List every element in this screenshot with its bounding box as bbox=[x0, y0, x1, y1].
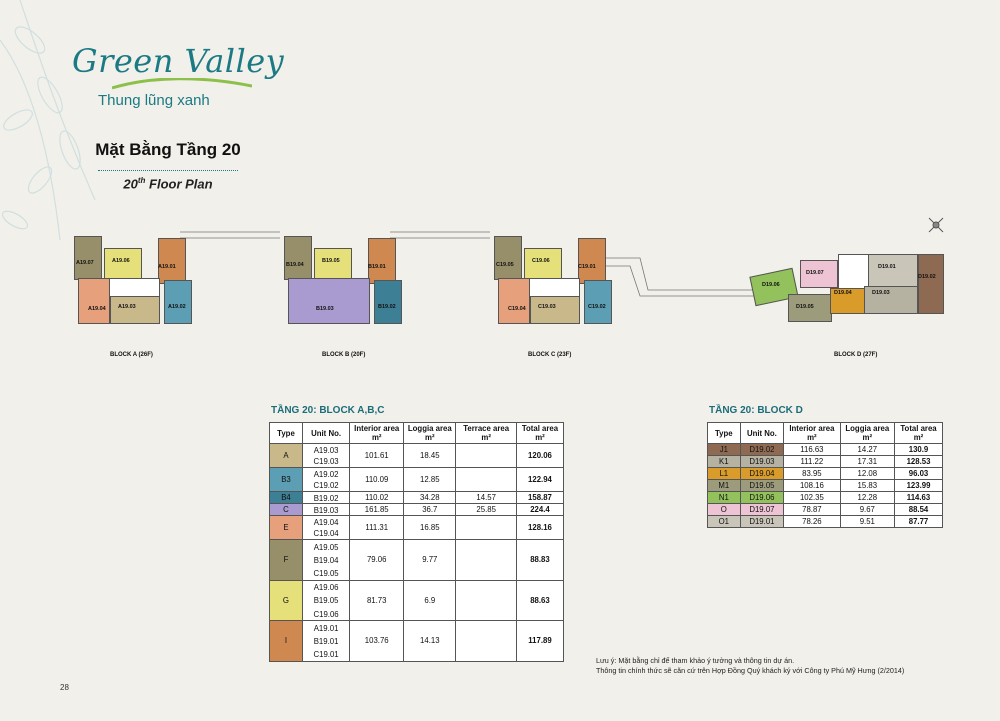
unit-no-cell: D19.01 bbox=[740, 516, 784, 528]
table-row bbox=[708, 468, 943, 480]
unit-label: A19.07 bbox=[76, 260, 94, 266]
loggia-cell: 18.45 bbox=[404, 444, 456, 468]
unit-label: B19.04 bbox=[286, 262, 304, 268]
unit-c19-05 bbox=[494, 236, 522, 280]
unit-no-cell: A19.06 bbox=[302, 580, 349, 594]
loggia-cell: 14.27 bbox=[840, 444, 894, 456]
unit-no-cell: A19.05 bbox=[302, 540, 349, 554]
unit-c19-04 bbox=[498, 278, 530, 324]
floor-plan-block-c bbox=[490, 234, 620, 334]
col-header: Loggia area m² bbox=[404, 423, 456, 444]
unit-no-cell: D19.05 bbox=[740, 480, 784, 492]
unit-no-cell: D19.06 bbox=[740, 492, 784, 504]
terrace-cell: 25.85 bbox=[456, 504, 517, 516]
table-row bbox=[270, 504, 564, 516]
interior-cell: 161.85 bbox=[350, 504, 404, 516]
unit-label: D19.01 bbox=[878, 264, 896, 270]
interior-cell: 116.63 bbox=[784, 444, 840, 456]
total-cell: 87.77 bbox=[895, 516, 943, 528]
unit-a19-03 bbox=[110, 296, 160, 324]
total-cell: 120.06 bbox=[516, 444, 563, 468]
type-cell: F bbox=[270, 540, 303, 581]
interior-cell: 110.09 bbox=[350, 468, 404, 492]
col-header: Interior area m² bbox=[350, 423, 404, 444]
loggia-cell: 12.28 bbox=[840, 492, 894, 504]
unit-label: B19.03 bbox=[316, 306, 334, 312]
col-header: Terrace area m² bbox=[456, 423, 517, 444]
unit-no-cell: B19.01 bbox=[302, 634, 349, 648]
type-cell: K1 bbox=[708, 456, 741, 468]
block-a-label: BLOCK A (26F) bbox=[110, 352, 153, 358]
loggia-cell: 34.28 bbox=[404, 492, 456, 504]
unit-label: A19.04 bbox=[88, 306, 106, 312]
table-row bbox=[270, 468, 564, 480]
type-cell: J1 bbox=[708, 444, 741, 456]
interior-cell: 111.22 bbox=[784, 456, 840, 468]
block-b-label: BLOCK B (20F) bbox=[322, 352, 366, 358]
terrace-cell bbox=[456, 580, 517, 621]
unit-label: D19.03 bbox=[872, 290, 890, 296]
loggia-cell: 9.77 bbox=[404, 540, 456, 581]
terrace-cell bbox=[456, 516, 517, 540]
unit-no-cell: B19.03 bbox=[302, 504, 349, 516]
loggia-cell: 15.83 bbox=[840, 480, 894, 492]
unit-label: D19.06 bbox=[762, 282, 780, 288]
unit-label: C19.01 bbox=[578, 264, 596, 270]
total-cell: 117.89 bbox=[516, 621, 563, 662]
unit-no-cell: B19.04 bbox=[302, 553, 349, 567]
interior-cell: 83.95 bbox=[784, 468, 840, 480]
unit-no-cell: A19.02 bbox=[302, 468, 349, 480]
unit-no-cell: B19.05 bbox=[302, 594, 349, 608]
unit-label: A19.03 bbox=[118, 304, 136, 310]
unit-no-cell: A19.03 bbox=[302, 444, 349, 456]
unit-label: A19.01 bbox=[158, 264, 176, 270]
table-row bbox=[270, 580, 564, 594]
unit-no-cell: D19.07 bbox=[740, 504, 784, 516]
table-row bbox=[708, 480, 943, 492]
loggia-cell: 36.7 bbox=[404, 504, 456, 516]
type-cell: B4 bbox=[270, 492, 303, 504]
table-header-row bbox=[270, 423, 564, 444]
unit-b19-04 bbox=[284, 236, 312, 280]
loggia-cell: 9.51 bbox=[840, 516, 894, 528]
interior-cell: 101.61 bbox=[350, 444, 404, 468]
loggia-cell: 12.85 bbox=[404, 468, 456, 492]
unit-c19-03 bbox=[530, 296, 580, 324]
core-area bbox=[104, 278, 160, 298]
interior-cell: 108.16 bbox=[784, 480, 840, 492]
total-cell: 114.63 bbox=[895, 492, 943, 504]
total-cell: 88.54 bbox=[895, 504, 943, 516]
table-row bbox=[270, 540, 564, 554]
total-cell: 128.16 bbox=[516, 516, 563, 540]
unit-b19-02 bbox=[374, 280, 402, 324]
interior-cell: 110.02 bbox=[350, 492, 404, 504]
total-cell: 130.9 bbox=[895, 444, 943, 456]
table-row bbox=[270, 492, 564, 504]
interior-cell: 78.87 bbox=[784, 504, 840, 516]
total-cell: 88.83 bbox=[516, 540, 563, 581]
unit-a19-04 bbox=[78, 278, 110, 324]
unit-c19-01 bbox=[578, 238, 606, 284]
total-cell: 128.53 bbox=[895, 456, 943, 468]
subtitle-suffix: th bbox=[137, 176, 146, 185]
total-cell: 88.63 bbox=[516, 580, 563, 621]
unit-label: D19.07 bbox=[806, 270, 824, 276]
unit-label: B19.01 bbox=[368, 264, 386, 270]
unit-d19-01 bbox=[868, 254, 918, 288]
unit-label: C19.02 bbox=[588, 304, 606, 310]
type-cell: L1 bbox=[708, 468, 741, 480]
logo-subtitle: Thung lũng xanh bbox=[98, 92, 210, 109]
interior-cell: 111.31 bbox=[350, 516, 404, 540]
unit-a19-07 bbox=[74, 236, 102, 280]
terrace-cell bbox=[456, 621, 517, 662]
table-d bbox=[707, 422, 943, 528]
unit-label: A19.06 bbox=[112, 258, 130, 264]
unit-a19-01 bbox=[158, 238, 186, 284]
type-cell: A bbox=[270, 444, 303, 468]
unit-b19-05 bbox=[314, 248, 352, 280]
unit-no-cell: D19.04 bbox=[740, 468, 784, 480]
total-cell: 158.87 bbox=[516, 492, 563, 504]
table-row bbox=[270, 444, 564, 456]
total-cell: 96.03 bbox=[895, 468, 943, 480]
loggia-cell: 16.85 bbox=[404, 516, 456, 540]
note-line-1: Lưu ý: Mặt bằng chỉ để tham khảo ý tưởng và thông tin dự án. bbox=[596, 656, 795, 665]
type-cell: I bbox=[270, 621, 303, 662]
type-cell: O bbox=[708, 504, 741, 516]
unit-no-cell: C19.03 bbox=[302, 456, 349, 468]
table-row bbox=[270, 621, 564, 635]
col-header: Unit No. bbox=[302, 423, 349, 444]
type-cell: E bbox=[270, 516, 303, 540]
page-title: Mặt Bằng Tầng 20 bbox=[95, 140, 241, 159]
table-header-row bbox=[708, 423, 943, 444]
col-header: Total area m² bbox=[516, 423, 563, 444]
unit-d19-02 bbox=[918, 254, 944, 314]
unit-no-cell: B19.02 bbox=[302, 492, 349, 504]
unit-b19-01 bbox=[368, 238, 396, 284]
floor-plan-block-a bbox=[70, 234, 200, 334]
col-header: Type bbox=[708, 423, 741, 444]
subtitle-number: 20 bbox=[123, 176, 138, 192]
unit-b19-03 bbox=[288, 278, 370, 324]
col-header: Type bbox=[270, 423, 303, 444]
table-row bbox=[708, 516, 943, 528]
table-abc bbox=[269, 422, 564, 662]
unit-label: D19.05 bbox=[796, 304, 814, 310]
unit-label: B19.05 bbox=[322, 258, 340, 264]
block-c-label: BLOCK C (23F) bbox=[528, 352, 572, 358]
interior-cell: 79.06 bbox=[350, 540, 404, 581]
unit-c19-02 bbox=[584, 280, 612, 324]
unit-no-cell: C19.01 bbox=[302, 648, 349, 662]
unit-no-cell: C19.06 bbox=[302, 607, 349, 621]
terrace-cell: 14.57 bbox=[456, 492, 517, 504]
unit-label: C19.04 bbox=[508, 306, 526, 312]
loggia-cell: 17.31 bbox=[840, 456, 894, 468]
table-row bbox=[708, 504, 943, 516]
type-cell: O1 bbox=[708, 516, 741, 528]
page-number: 28 bbox=[60, 683, 69, 692]
col-header: Interior area m² bbox=[784, 423, 840, 444]
unit-no-cell: D19.02 bbox=[740, 444, 784, 456]
interior-cell: 81.73 bbox=[350, 580, 404, 621]
subtitle-text: Floor Plan bbox=[145, 176, 213, 192]
unit-label: D19.02 bbox=[918, 274, 936, 280]
table-row bbox=[708, 492, 943, 504]
unit-label: C19.06 bbox=[532, 258, 550, 264]
interior-cell: 78.26 bbox=[784, 516, 840, 528]
loggia-cell: 14.13 bbox=[404, 621, 456, 662]
floor-plan-block-b bbox=[280, 234, 410, 334]
loggia-cell: 6.9 bbox=[404, 580, 456, 621]
type-cell: G bbox=[270, 580, 303, 621]
total-cell: 123.99 bbox=[895, 480, 943, 492]
unit-no-cell: A19.01 bbox=[302, 621, 349, 635]
terrace-cell bbox=[456, 468, 517, 492]
loggia-cell: 9.67 bbox=[840, 504, 894, 516]
unit-a19-02 bbox=[164, 280, 192, 324]
type-cell: N1 bbox=[708, 492, 741, 504]
interior-cell: 103.76 bbox=[350, 621, 404, 662]
unit-label: C19.03 bbox=[538, 304, 556, 310]
unit-no-cell: C19.05 bbox=[302, 567, 349, 581]
unit-no-cell: D19.03 bbox=[740, 456, 784, 468]
table-d-title: TẦNG 20: BLOCK D bbox=[709, 405, 803, 416]
note-line-2: Thông tin chính thức sẽ căn cứ trên Hợp Đồng Quý khách ký với Công ty Phú Mỹ Hưng (2/2014) bbox=[596, 666, 905, 675]
type-cell: C bbox=[270, 504, 303, 516]
block-d-label: BLOCK D (27F) bbox=[834, 352, 878, 358]
interior-cell: 102.35 bbox=[784, 492, 840, 504]
unit-no-cell: C19.02 bbox=[302, 480, 349, 492]
col-header: Total area m² bbox=[895, 423, 943, 444]
loggia-cell: 12.08 bbox=[840, 468, 894, 480]
terrace-cell bbox=[456, 540, 517, 581]
col-header: Unit No. bbox=[740, 423, 784, 444]
floor-plan-block-d bbox=[748, 250, 948, 330]
type-cell: M1 bbox=[708, 480, 741, 492]
unit-c19-06 bbox=[524, 248, 562, 280]
table-row bbox=[708, 456, 943, 468]
terrace-cell bbox=[456, 444, 517, 468]
unit-no-cell: A19.04 bbox=[302, 516, 349, 528]
disclaimer-note bbox=[596, 656, 904, 676]
unit-label: A19.02 bbox=[168, 304, 186, 310]
table-abc-title: TẦNG 20: BLOCK A,B,C bbox=[271, 405, 385, 416]
core-area bbox=[838, 254, 870, 290]
logo-script-text: Green Valley bbox=[72, 42, 285, 80]
table-row bbox=[270, 516, 564, 528]
compass-icon bbox=[925, 214, 947, 236]
type-cell: B3 bbox=[270, 468, 303, 492]
core-area bbox=[524, 278, 580, 298]
table-row bbox=[708, 444, 943, 456]
total-cell: 224.4 bbox=[516, 504, 563, 516]
unit-no-cell: C19.04 bbox=[302, 528, 349, 540]
unit-label: C19.05 bbox=[496, 262, 514, 268]
unit-label: D19.04 bbox=[834, 290, 852, 296]
unit-a19-06 bbox=[104, 248, 142, 280]
col-header: Loggia area m² bbox=[840, 423, 894, 444]
unit-label: B19.02 bbox=[378, 304, 396, 310]
total-cell: 122.94 bbox=[516, 468, 563, 492]
